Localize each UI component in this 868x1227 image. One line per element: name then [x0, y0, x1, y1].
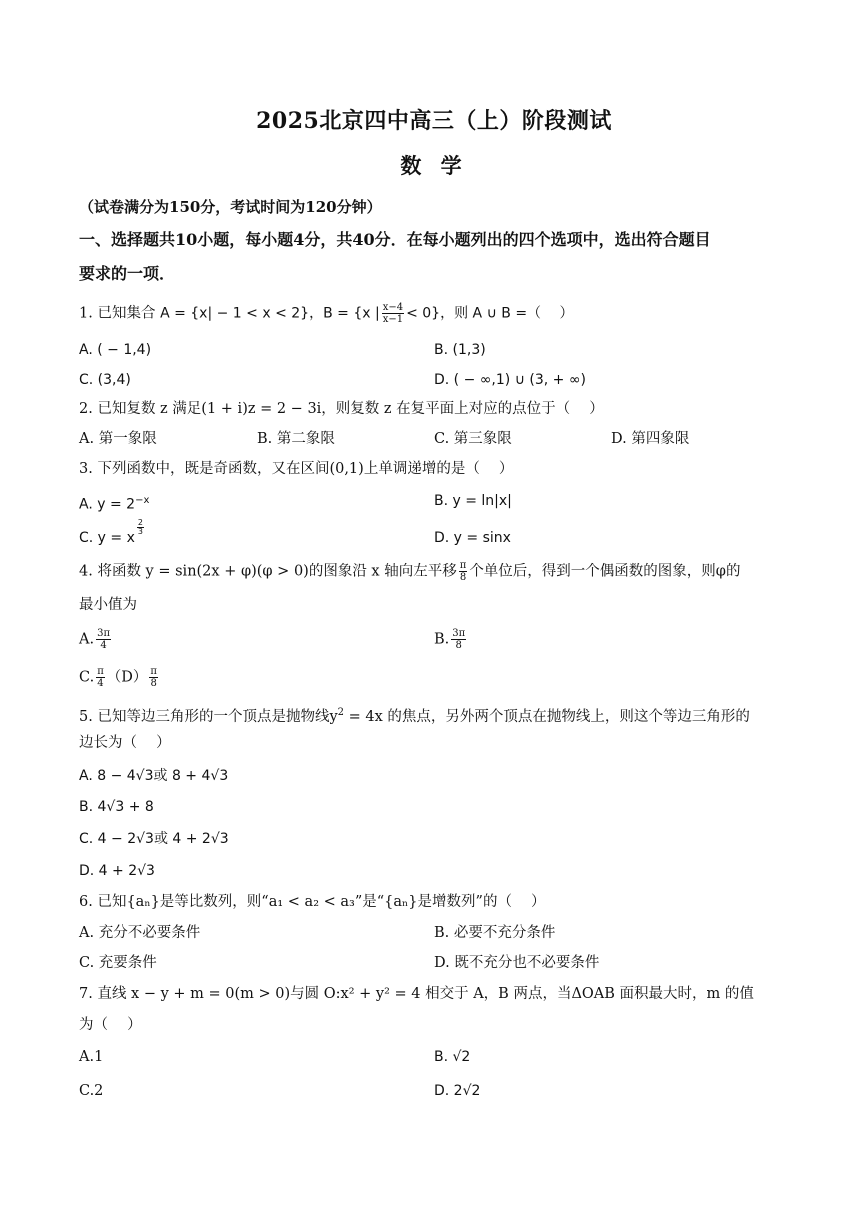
- q4-c-den: 4: [97, 678, 104, 689]
- q4-options-c-d: [79, 666, 160, 689]
- q6-option-a: A. 充分不必要条件: [79, 925, 201, 941]
- q4-stem-pre: 4. 将函数 y = sin(2x + φ)(φ > 0)的图象沿 x 轴向左平移: [79, 563, 457, 580]
- q3-c-exp-num: 2: [137, 518, 143, 527]
- q3-c-exp-den: 3: [137, 527, 143, 536]
- q4-shift-den: 8: [459, 572, 467, 583]
- exam-note: （试卷满分为150分，考试时间为120分钟）: [79, 198, 382, 216]
- q7-option-d: D. 2√2: [434, 1083, 481, 1099]
- q2-option-a: A. 第一象限: [79, 431, 157, 447]
- q5-option-c: C. 4 − 2√3或 4 + 2√3: [79, 831, 229, 847]
- q4-d-den: 8: [150, 678, 157, 689]
- q4-option-a: [79, 628, 113, 651]
- q4-a-label: A.: [79, 631, 95, 648]
- question-2-stem: 2. 已知复数 z 满足(1 + i)z = 2 − 3i，则复数 z 在复平面上对应的点位于（ ）: [79, 401, 604, 417]
- q4-b-num: 3π: [452, 628, 466, 639]
- q1-prefix: 1. 已知集合: [79, 305, 161, 322]
- q1-set-a: A = {x| − 1 < x < 2}，: [160, 305, 324, 322]
- q4-a-den: 4: [100, 640, 107, 651]
- q2-option-d: D. 第四象限: [611, 431, 690, 447]
- q7-option-c: C.2: [79, 1083, 104, 1099]
- q3-option-b: B. y = ln|x|: [434, 493, 512, 509]
- q5-stem-pre: 5. 已知等边三角形的一个顶点是抛物线y: [79, 708, 338, 725]
- q5-option-d: D. 4 + 2√3: [79, 863, 155, 879]
- q4-b-label: B.: [434, 631, 450, 648]
- q7-option-a: A.1: [79, 1049, 104, 1065]
- q5-option-a: A. 8 − 4√3或 8 + 4√3: [79, 768, 229, 784]
- q4-c-label: C.: [79, 669, 95, 686]
- q5-stem-post: = 4x 的焦点，另外两个顶点在抛物线上，则这个等边三角形的: [344, 708, 750, 725]
- q4-b-fraction: [451, 628, 466, 651]
- q5-stem-line2: 边长为（ ）: [79, 735, 171, 751]
- question-6-stem: 6. 已知{aₙ}是等比数列，则“a₁ < a₂ < a₃”是“{aₙ}是增数列”的（ ）: [79, 894, 546, 910]
- q4-d-num: π: [150, 666, 157, 677]
- q4-d-fraction: [149, 666, 158, 689]
- q1-fraction: [382, 302, 404, 325]
- q3-c-base: C. y = x: [79, 530, 135, 546]
- q4-b-den: 8: [455, 640, 462, 651]
- q2-option-c: C. 第三象限: [434, 431, 512, 447]
- q1-option-b: B. (1,3): [434, 342, 486, 358]
- question-7-stem: 7. 直线 x − y + m = 0(m > 0)与圆 O:x² + y² = 4 相交于 A，B 两点，当ΔOAB 面积最大时，m 的值: [79, 986, 754, 1002]
- q4-c-num: π: [97, 666, 104, 677]
- question-4-stem: [79, 560, 740, 583]
- q2-option-b: B. 第二象限: [257, 431, 335, 447]
- q1-set-b-pre: B = {x |: [323, 305, 380, 322]
- section-heading-line2: 要求的一项．: [79, 264, 176, 283]
- q5-stem-exponent: 2: [337, 707, 345, 718]
- q6-option-b: B. 必要不充分条件: [434, 925, 556, 941]
- q4-stem-line2: 最小值为: [79, 597, 137, 613]
- question-3-stem: 3. 下列函数中，既是奇函数，又在区间(0,1)上单调递增的是（ ）: [79, 461, 514, 477]
- q6-option-c: C. 充要条件: [79, 955, 157, 971]
- section-heading-line1: 一、选择题共10小题，每小题4分，共40分．在每小题列出的四个选项中，选出符合题目: [79, 230, 711, 249]
- page-title: 2025北京四中高三（上）阶段测试: [256, 108, 612, 134]
- q3-option-c: [79, 518, 146, 549]
- q4-option-b: [434, 628, 468, 651]
- q6-option-d: D. 既不充分也不必要条件: [434, 955, 600, 971]
- q3-option-a: [79, 490, 149, 516]
- q4-stem-post: 个单位后，得到一个偶函数的图象，则φ的: [469, 563, 741, 580]
- q1-option-a: A. ( − 1,4): [79, 342, 152, 358]
- q4-shift-fraction: [459, 560, 468, 583]
- q4-shift-num: π: [459, 560, 467, 571]
- q5-option-b: B. 4√3 + 8: [79, 799, 154, 815]
- q1-frac-num: x−4: [382, 302, 404, 313]
- q7-stem-line2: 为（ ）: [79, 1017, 142, 1033]
- subject-title: 数 学: [400, 153, 468, 178]
- q4-a-num: 3π: [97, 628, 111, 639]
- q4-a-fraction: [96, 628, 111, 651]
- q1-frac-den: x−1: [382, 314, 404, 325]
- q4-d-label: （D）: [106, 669, 148, 686]
- question-1-stem: [79, 302, 574, 325]
- q1-set-b-post: < 0}，则 A ∪ B =（ ）: [406, 305, 574, 322]
- q1-option-c: C. (3,4): [79, 372, 131, 388]
- q1-option-d: D. ( − ∞,1) ∪ (3, + ∞): [434, 372, 586, 388]
- q3-c-exponent: [137, 519, 144, 536]
- q7-option-b: B. √2: [434, 1049, 471, 1065]
- q4-c-fraction: [96, 666, 105, 689]
- question-5-stem: [79, 702, 750, 728]
- q3-a-exponent: −x: [135, 495, 150, 506]
- q3-option-d: D. y = sinx: [434, 530, 511, 546]
- q3-a-base: A. y = 2: [79, 496, 136, 513]
